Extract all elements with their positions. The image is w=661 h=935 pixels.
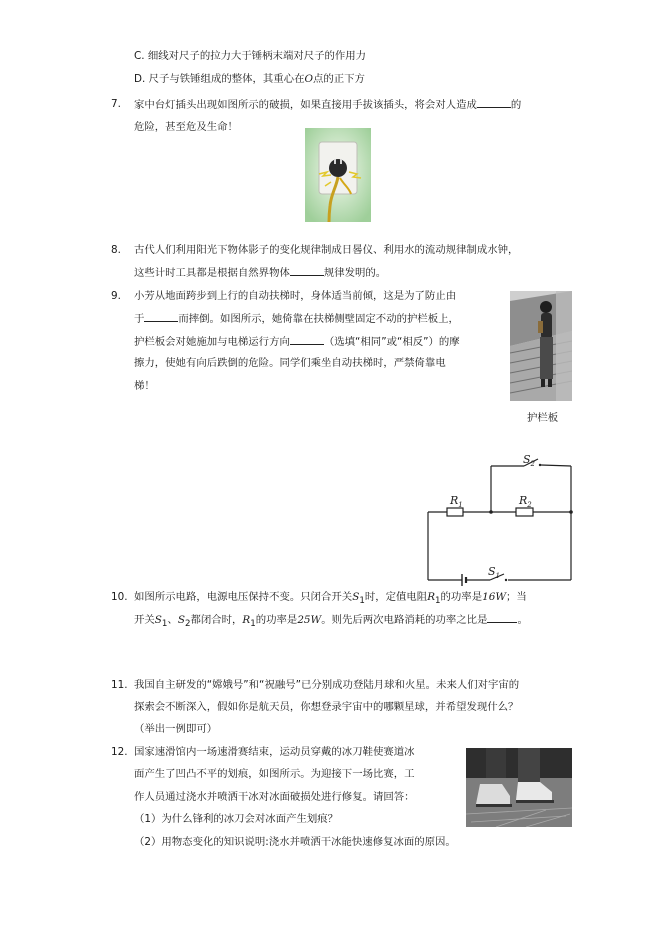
q10-text-1c: 的功率是 bbox=[440, 591, 483, 603]
q10-resistor-r1: R bbox=[427, 591, 436, 603]
q11-line-2: 探索会不断深入，假如你是航天员，你想登录宇宙中的哪颗星球，并希望发现什么？ bbox=[134, 701, 519, 713]
q7-line-2: 危险，甚至危及生命！ bbox=[134, 121, 238, 133]
q9-number: 9. bbox=[111, 290, 121, 302]
q10-switch-s2-sub: 2 bbox=[184, 619, 191, 630]
s2-label: $S_2$ bbox=[523, 453, 536, 468]
q10-separator: 、 bbox=[167, 614, 178, 626]
r2-label: $R_2$ bbox=[519, 494, 532, 509]
q9-text-3a: 护栏板会对她施加与电梯运行方向 bbox=[134, 336, 290, 348]
point-o: O bbox=[304, 73, 313, 85]
q10-resistor-r1-sub: 1 bbox=[435, 596, 441, 607]
q12-number: 12. bbox=[111, 746, 128, 758]
q9-text-2b: 而摔倒。如图所示，她倚靠在扶梯侧壁固定不动的护栏板上， bbox=[178, 313, 459, 325]
q12-sub-question-2: （2）用物态变化的知识说明:浇水并喷洒干冰能快速修复冰面的原因。 bbox=[134, 836, 456, 848]
option-d-suffix: 点的正下方 bbox=[313, 73, 365, 85]
q10-text-2a: 开关 bbox=[134, 614, 155, 626]
q12-line-3: 作人员通过浇水并喷洒干冰对冰面破损处进行修复。请回答： bbox=[134, 791, 415, 803]
q8-answer-blank[interactable] bbox=[290, 265, 324, 276]
q10-text-2e: 。 bbox=[517, 614, 528, 626]
q9-answer-blank-1[interactable] bbox=[144, 311, 178, 322]
q10-text-2b: 都闭合时， bbox=[190, 614, 243, 626]
circuit-diagram bbox=[420, 446, 580, 586]
q10-resistor-r1b: R bbox=[242, 614, 251, 626]
q8-text-2a: 这些计时工具都是根据自然界物体 bbox=[134, 267, 290, 279]
q10-resistor-r1b-sub: 1 bbox=[250, 619, 256, 630]
q9-line-2 bbox=[134, 311, 459, 326]
q7-number: 7. bbox=[111, 98, 121, 110]
q9-line-4: 擦力，使她有向后跌倒的危险。同学们乘坐自动扶梯时，严禁倚靠电 bbox=[134, 357, 446, 369]
q10-line-2 bbox=[134, 612, 528, 631]
q10-switch-s1b-sub: 1 bbox=[161, 619, 168, 630]
q12-line-2: 面产生了凹凸不平的划痕，如图所示。为迎接下一场比赛，工 bbox=[134, 768, 415, 780]
guardrail-caption: 护栏板 bbox=[527, 412, 559, 424]
ice-skate-photo bbox=[466, 748, 572, 827]
q10-answer-blank[interactable] bbox=[487, 612, 517, 623]
q10-text-1b: 时，定值电阻 bbox=[364, 591, 428, 603]
q11-line-1: 我国自主研发的“嫦娥号”和“祝融号”已分别成功登陆月球和火星。未来人们对宇宙的 bbox=[134, 679, 520, 691]
q10-switch-s1: S bbox=[352, 591, 360, 603]
q8-line-1: 古代人们利用阳光下物体影子的变化规律制成日晷仪、利用水的流动规律制成水钟， bbox=[134, 244, 519, 256]
option-d-prefix: D. 尺子与铁锤组成的整体，其重心在 bbox=[134, 73, 305, 85]
q7-line-1 bbox=[134, 97, 521, 112]
q10-text-2c: 的功率是 bbox=[255, 614, 298, 626]
q12-sub-question-1: （1）为什么锋利的冰刀会对冰面产生划痕？ bbox=[134, 813, 339, 825]
q8-text-2b: 规律发明的。 bbox=[323, 267, 387, 279]
q10-text-1a: 如图所示电路，电源电压保持不变。只闭合开关 bbox=[134, 591, 353, 603]
option-d bbox=[134, 72, 365, 86]
q7-answer-blank[interactable] bbox=[477, 97, 511, 108]
q8-number: 8. bbox=[111, 244, 121, 256]
q10-power-2: 25W bbox=[297, 614, 322, 626]
escalator-photo bbox=[510, 291, 572, 401]
q10-text-2d: 。则先后两次电路消耗的功率之比是 bbox=[321, 614, 488, 626]
q8-line-2 bbox=[134, 265, 386, 280]
q12-line-1: 国家速滑馆内一场速滑赛结束，运动员穿戴的冰刀鞋使赛道冰 bbox=[134, 746, 415, 758]
q10-switch-s1-sub: 1 bbox=[359, 596, 365, 607]
q7-text-1a: 家中台灯插头出现如图所示的破损，如果直接用手拔该插头，将会对人造成 bbox=[134, 99, 477, 111]
damaged-plug-image bbox=[305, 128, 371, 222]
q10-line-1 bbox=[134, 590, 527, 608]
q9-line-3 bbox=[134, 334, 460, 349]
q10-number: 10. bbox=[111, 591, 128, 603]
q9-line-1: 小芳从地面跨步到上行的自动扶梯时，身体适当前倾，这是为了防止由 bbox=[134, 290, 457, 302]
q9-text-3b: （选填“相同”或“相反”）的摩 bbox=[323, 336, 460, 348]
q9-text-2a: 于 bbox=[134, 313, 145, 325]
r1-label: $R_1$ bbox=[450, 494, 463, 509]
q11-line-3: （举出一例即可） bbox=[134, 723, 218, 735]
q9-answer-blank-2[interactable] bbox=[290, 334, 324, 345]
q9-line-5: 梯！ bbox=[134, 380, 155, 392]
option-c: C. 细线对尺子的拉力大于锤柄末端对尺子的作用力 bbox=[134, 50, 367, 62]
s1-label: $S_1$ bbox=[488, 565, 501, 580]
q7-text-1b: 的 bbox=[510, 99, 522, 111]
q10-text-1d: ；当 bbox=[506, 591, 527, 603]
q11-number: 11. bbox=[111, 679, 128, 691]
q10-power-1: 16W bbox=[482, 591, 506, 603]
q10-switch-s2: S bbox=[177, 614, 185, 626]
q10-switch-s1b: S bbox=[154, 614, 162, 626]
